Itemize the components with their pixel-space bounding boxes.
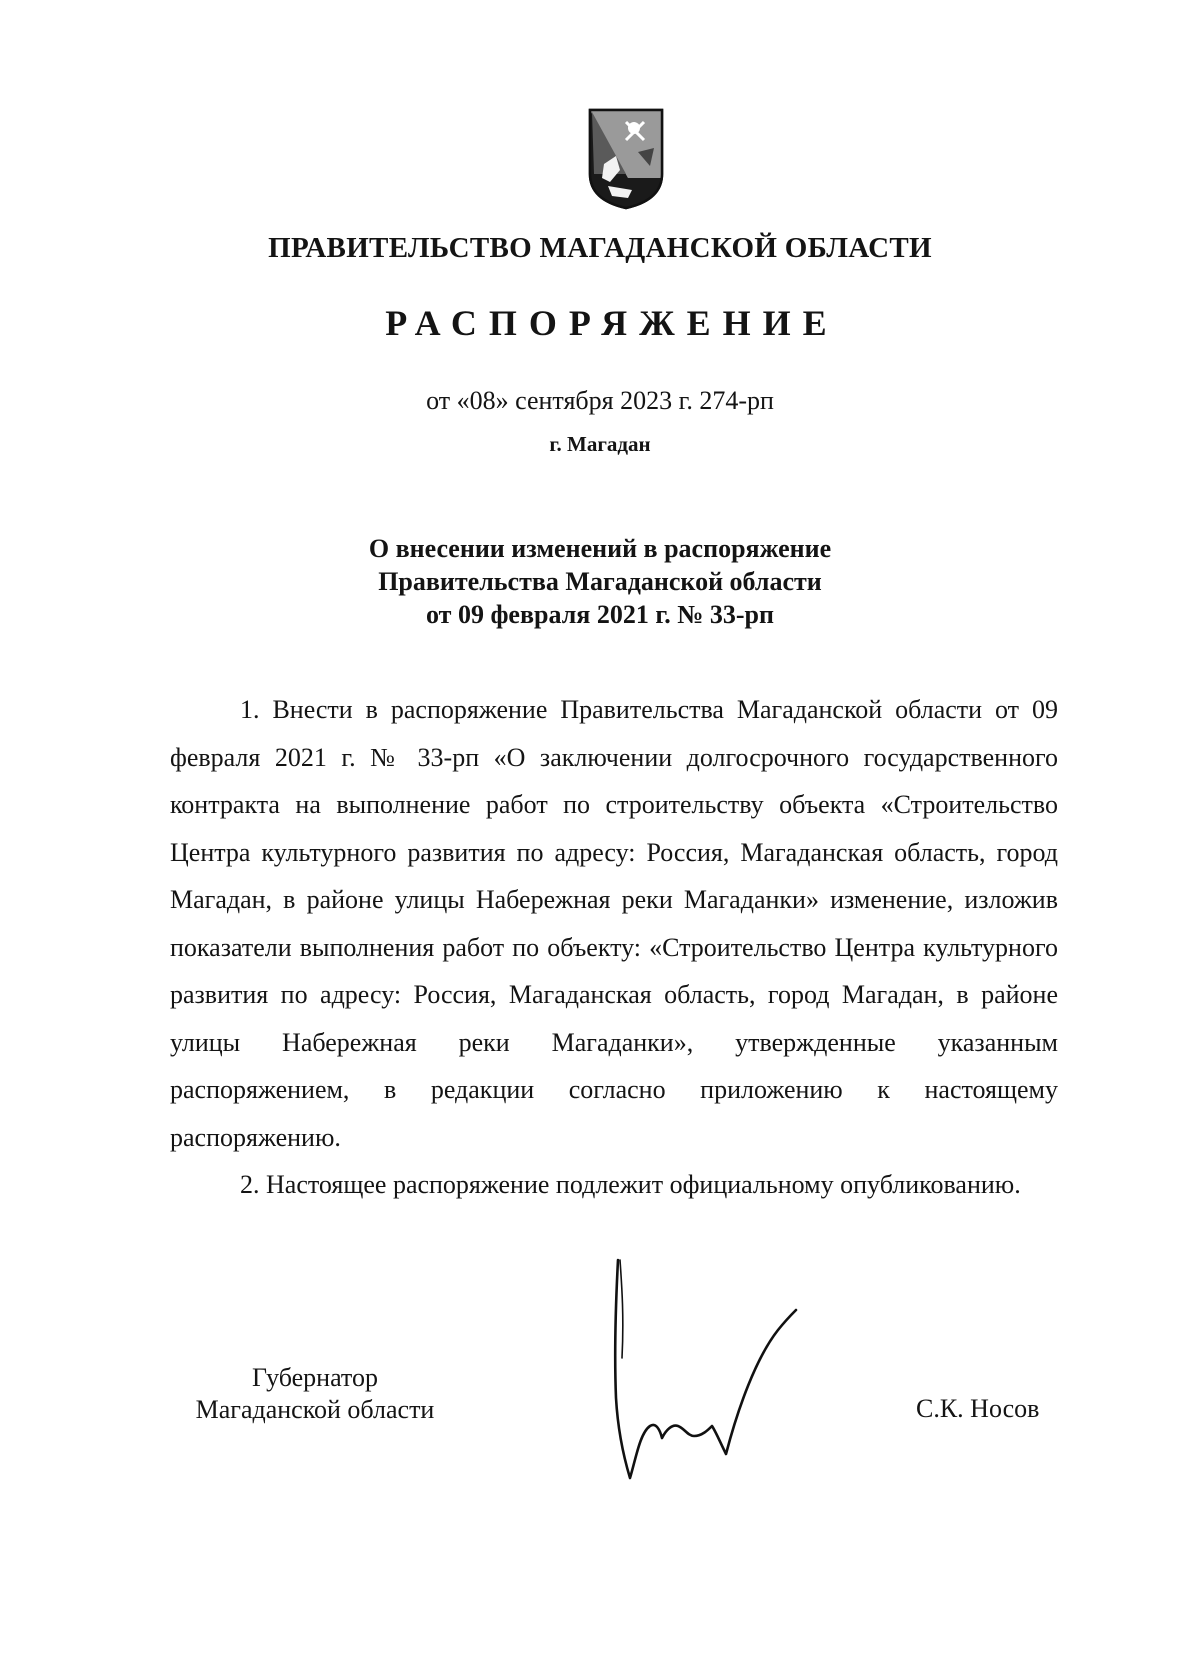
document-date-number: от «08» сентября 2023 г. 274-рп [426,386,774,415]
subject-line: от 09 февраля 2021 г. № 33-рп [426,600,774,629]
signatory-position-line: Магаданской области [195,1395,435,1424]
coat-of-arms-icon [588,108,664,210]
subject-line: О внесении изменений в распоряжение [368,534,832,563]
document-type-heading: РАСПОРЯЖЕНИЕ [385,303,839,343]
handwritten-signature [610,1258,840,1488]
body-paragraph: 1. Внести в распоряжение Правительства Магаданской области от 09 февраля 2021 г. № 33-рп «О заключении долгосрочного государственного контракта на выполнение работ по строительству объекта «Строительство Центра культурного развития по адресу: Россия, Магаданская область, город Магадан, в районе улицы Набережная реки Магаданки» изменение, изложив показатели выполнения работ по объекту: «Строительство Центра культурного развития по адресу: Россия, Магаданская область, город Магадан, в районе улицы Набережная реки Магаданки», утвержденные указанным распоряжением, в редакции согласно приложению к настоящему распоряжению. [170,695,1058,1152]
document-subject [0,532,1200,631]
subject-line: Правительства Магаданской области [378,567,822,596]
organization-title: ПРАВИТЕЛЬСТВО МАГАДАНСКОЙ ОБЛАСТИ [268,232,932,264]
document-body [170,686,1058,1209]
signatory-position-line: Губернатор [252,1363,378,1392]
signatory-name: С.К. Носов [916,1394,1040,1423]
document-place: г. Магадан [549,432,651,456]
signatory-position [150,1362,480,1426]
body-paragraph: 2. Настоящее распоряжение подлежит официальному опубликованию. [240,1170,1021,1199]
